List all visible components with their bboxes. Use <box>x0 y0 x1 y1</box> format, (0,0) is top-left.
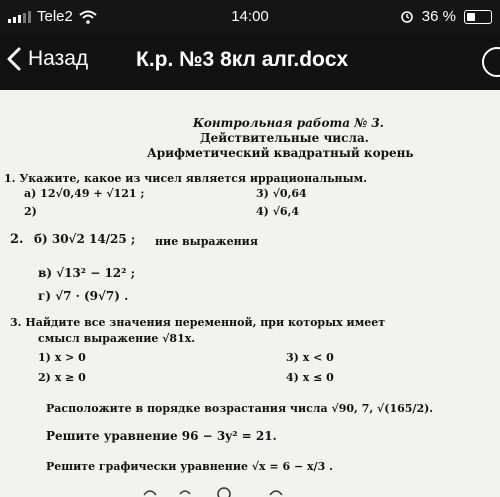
question-1-option-4: 4) √6,4 <box>256 205 300 218</box>
carrier-name: Tele2 <box>37 8 73 25</box>
battery-icon <box>464 10 492 24</box>
document-title: К.р. №3 8кл алг.docx <box>136 48 349 71</box>
question-1-option-a: а) 12√0,49 + √121 ; <box>24 187 145 200</box>
question-2-option-b: б) 30√2 14/25 ; <box>34 232 136 246</box>
status-time: 14:00 <box>231 8 269 25</box>
doc-title-2: Действительные числа. <box>200 131 369 145</box>
cropped-bottom-line <box>140 484 310 497</box>
alarm-icon <box>400 10 414 24</box>
question-3-text-1: 3. Найдите все значения переменной, при которых имеет <box>10 316 386 329</box>
battery-percent: 36 % <box>421 8 456 25</box>
more-options-icon[interactable] <box>482 47 500 77</box>
question-3-option-1: 1) x > 0 <box>38 351 86 364</box>
question-2-option-g: г) √7 · (9√7) . <box>38 289 129 303</box>
question-2-option-v: в) √13² − 12² ; <box>38 266 136 280</box>
doc-title-3: Арифметический квадратный корень <box>147 146 414 160</box>
question-1-option-3: 3) √0,64 <box>256 187 307 200</box>
question-3-option-2: 2) x ≥ 0 <box>38 371 86 384</box>
question-3-option-4: 4) x ≤ 0 <box>286 371 334 384</box>
back-label: Назад <box>28 47 89 70</box>
back-button[interactable] <box>6 46 88 72</box>
question-3-text-2: смысл выражение √81x. <box>38 332 196 345</box>
question-1-text: 1. Укажите, какое из чисел является иррациональным. <box>4 172 368 185</box>
doc-title-1: Контрольная работа № 3. <box>193 116 384 130</box>
question-2-label: 2. <box>10 232 24 247</box>
task-order-numbers: Расположите в порядке возрастания числа √90, 7, √(165/2). <box>46 402 434 415</box>
navigation-bar <box>0 34 500 90</box>
question-3-option-3: 3) x < 0 <box>286 351 334 364</box>
status-bar <box>0 0 500 34</box>
task-graphical-equation: Решите графически уравнение √x = 6 − x/3 . <box>46 460 333 473</box>
task-solve-equation: Решите уравнение 96 − 3y² = 21. <box>46 429 277 443</box>
status-right <box>400 8 492 25</box>
question-2-text-fragment: ние выражения <box>155 235 258 248</box>
question-1-option-2: 2) <box>24 205 37 218</box>
document-viewer[interactable] <box>0 90 500 497</box>
chevron-left-icon <box>6 46 22 72</box>
